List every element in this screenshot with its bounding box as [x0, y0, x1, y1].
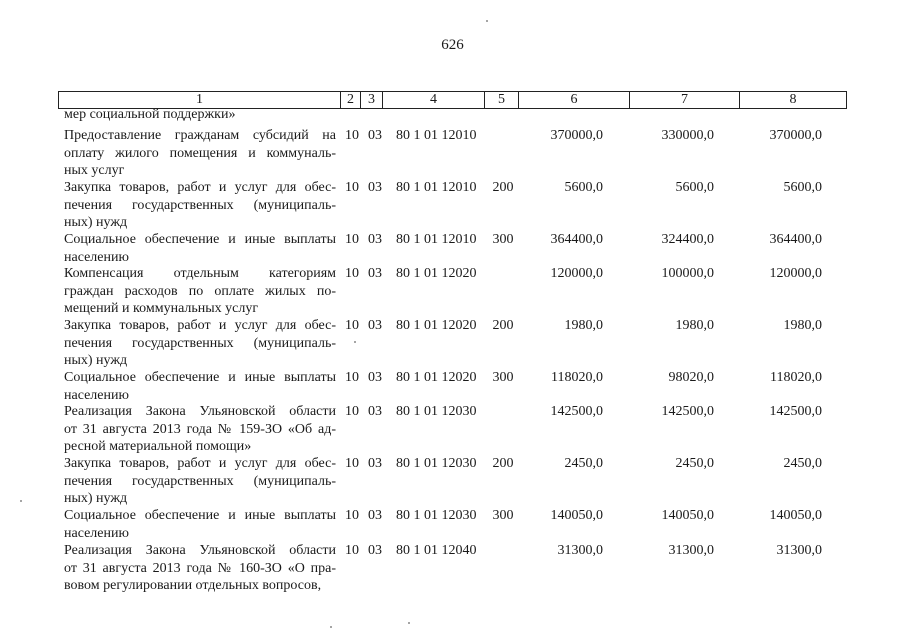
description-line: ресной материальной помощи» — [64, 439, 252, 454]
cell-subsection: 03 — [368, 318, 382, 333]
cell-subsection: 03 — [368, 232, 382, 247]
description-line: Предоставление гражданам субсидий на — [64, 128, 336, 143]
column-header-2: 2 — [341, 92, 361, 108]
column-header-8: 8 — [789, 92, 797, 107]
cell-section: 10 — [345, 318, 359, 333]
description-line: ных) нужд — [64, 215, 128, 230]
description-line: Социальное обеспечение и иные выплаты — [64, 508, 336, 523]
cell-target-code: 80 1 01 12030 — [396, 456, 477, 471]
cell-amount-8: 364400,0 — [769, 232, 822, 247]
description-line: вовом регулировании отдельных вопросов, — [64, 578, 322, 593]
description-line: ных услуг — [64, 163, 125, 178]
cell-subsection: 03 — [368, 370, 382, 385]
row-description — [64, 369, 336, 404]
cell-section: 10 — [345, 508, 359, 523]
column-header-4: 4 — [383, 92, 485, 108]
cell-amount-8: 140050,0 — [769, 508, 822, 523]
description-line: печения государственных (муниципаль- — [64, 197, 336, 213]
cell-amount-8: 142500,0 — [769, 404, 822, 419]
column-header-1: 1 — [59, 92, 341, 108]
cell-section: 10 — [345, 370, 359, 385]
cell-target-code: 80 1 01 12020 — [396, 370, 477, 385]
cell-section: 10 — [345, 456, 359, 471]
cell-amount-7: 2450,0 — [675, 456, 714, 471]
cell-expense-type: 300 — [492, 232, 514, 247]
cell-expense-type: 200 — [492, 318, 514, 333]
cell-expense-type: 200 — [492, 456, 514, 471]
page-number: 626 — [441, 37, 464, 53]
cell-subsection: 03 — [368, 128, 382, 143]
row-description — [64, 507, 336, 542]
description-line: от 31 августа 2013 года № 159-ЗО «Об ад- — [64, 421, 336, 437]
cell-amount-7: 140050,0 — [661, 508, 714, 523]
cell-amount-7: 1980,0 — [675, 318, 714, 333]
cell-subsection: 03 — [368, 543, 382, 558]
description-line: печения государственных (муниципаль- — [64, 335, 336, 351]
cell-subsection: 03 — [368, 456, 382, 471]
description-line: ных) нужд — [64, 491, 128, 506]
column-header-3: 3 — [361, 92, 383, 108]
cell-expense-type: 300 — [492, 508, 514, 523]
description-line: населению — [64, 525, 129, 541]
cell-section: 10 — [345, 543, 359, 558]
description-line: Реализация Закона Ульяновской области — [64, 404, 336, 419]
row-description — [64, 317, 336, 370]
cell-amount-7: 330000,0 — [661, 128, 714, 143]
cell-amount-8: 2450,0 — [783, 456, 822, 471]
cell-target-code: 80 1 01 12040 — [396, 543, 477, 558]
row-description — [64, 231, 336, 266]
cell-amount-8: 370000,0 — [769, 128, 822, 143]
cell-target-code: 80 1 01 12010 — [396, 180, 477, 195]
cell-amount-6: 364400,0 — [550, 232, 603, 247]
cell-amount-7: 324400,0 — [661, 232, 714, 247]
scan-speck — [486, 20, 488, 22]
cell-target-code: 80 1 01 12010 — [396, 128, 477, 143]
scan-speck — [354, 341, 356, 343]
description-line: от 31 августа 2013 года № 160-ЗО «О пра- — [64, 560, 336, 576]
scan-speck — [408, 622, 410, 624]
cell-amount-8: 1980,0 — [783, 318, 822, 333]
column-header-6: 6 — [519, 92, 630, 108]
cell-amount-6: 120000,0 — [550, 266, 603, 281]
cell-amount-7: 100000,0 — [661, 266, 714, 281]
column-header-7: 7 — [630, 92, 740, 108]
row-description — [64, 403, 336, 456]
cell-expense-type: 300 — [492, 370, 514, 385]
row-description — [64, 542, 336, 595]
description-line: мер социальной поддержки» — [64, 107, 236, 122]
cell-subsection: 03 — [368, 404, 382, 419]
cell-section: 10 — [345, 180, 359, 195]
cell-amount-6: 370000,0 — [550, 128, 603, 143]
cell-amount-7: 31300,0 — [668, 543, 714, 558]
description-line: Закупка товаров, работ и услуг для обес- — [64, 318, 336, 333]
cell-section: 10 — [345, 266, 359, 281]
cell-amount-6: 140050,0 — [550, 508, 603, 523]
description-line: ных) нужд — [64, 353, 128, 368]
cell-section: 10 — [345, 128, 359, 143]
cell-amount-8: 120000,0 — [769, 266, 822, 281]
row-description — [64, 127, 336, 180]
description-line: оплату жилого помещения и коммуналь- — [64, 145, 336, 161]
cell-target-code: 80 1 01 12010 — [396, 232, 477, 247]
description-line: граждан расходов по оплате жилых по- — [64, 283, 336, 299]
cell-amount-8: 31300,0 — [776, 543, 822, 558]
cell-amount-8: 5600,0 — [783, 180, 822, 195]
scan-speck — [330, 626, 332, 628]
description-line: Социальное обеспечение и иные выплаты — [64, 370, 336, 385]
description-line: Закупка товаров, работ и услуг для обес- — [64, 180, 336, 195]
row-description — [64, 179, 336, 232]
row-description — [64, 265, 336, 318]
cell-subsection: 03 — [368, 266, 382, 281]
cell-target-code: 80 1 01 12020 — [396, 266, 477, 281]
column-header-5: 5 — [485, 92, 519, 108]
cell-subsection: 03 — [368, 180, 382, 195]
cell-subsection: 03 — [368, 508, 382, 523]
cell-amount-7: 142500,0 — [661, 404, 714, 419]
cell-amount-6: 118020,0 — [551, 370, 603, 385]
description-line: населению — [64, 387, 129, 403]
cell-expense-type: 200 — [492, 180, 514, 195]
description-line: Компенсация отдельным категориям — [64, 266, 336, 281]
row-description — [64, 106, 336, 124]
description-line: Закупка товаров, работ и услуг для обес- — [64, 456, 336, 471]
cell-amount-6: 2450,0 — [564, 456, 603, 471]
description-line: печения государственных (муниципаль- — [64, 473, 336, 489]
cell-target-code: 80 1 01 12030 — [396, 508, 477, 523]
cell-amount-6: 5600,0 — [564, 180, 603, 195]
description-line: Социальное обеспечение и иные выплаты — [64, 232, 336, 247]
row-description — [64, 455, 336, 508]
cell-target-code: 80 1 01 12020 — [396, 318, 477, 333]
description-line: Реализация Закона Ульяновской области — [64, 543, 336, 558]
cell-section: 10 — [345, 404, 359, 419]
cell-amount-7: 98020,0 — [668, 370, 714, 385]
cell-amount-8: 118020,0 — [770, 370, 822, 385]
cell-amount-6: 31300,0 — [557, 543, 603, 558]
description-line: населению — [64, 249, 129, 265]
cell-amount-7: 5600,0 — [675, 180, 714, 195]
cell-section: 10 — [345, 232, 359, 247]
cell-target-code: 80 1 01 12030 — [396, 404, 477, 419]
cell-amount-6: 142500,0 — [550, 404, 603, 419]
description-line: мещений и коммунальных услуг — [64, 301, 259, 316]
scan-speck — [20, 500, 22, 502]
cell-amount-6: 1980,0 — [564, 318, 603, 333]
